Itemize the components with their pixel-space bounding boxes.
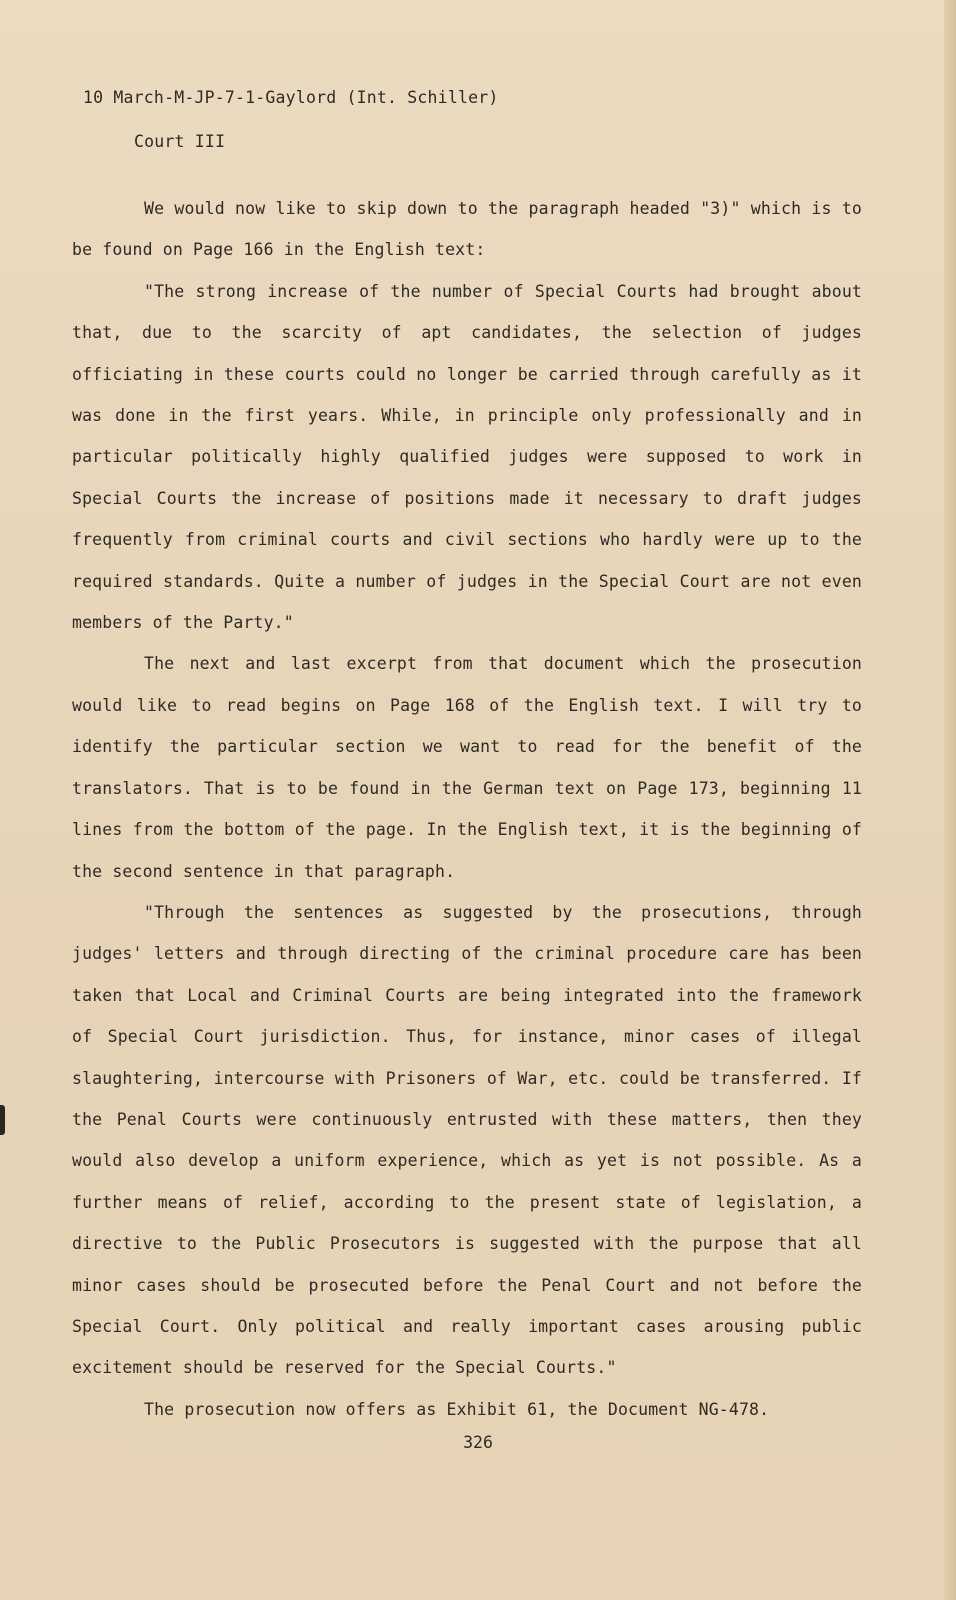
paragraph-exhibit-offer: The prosecution now offers as Exhibit 61, the Document NG-478. xyxy=(144,1399,770,1419)
transcript-header: 10 March-M-JP-7-1-Gaylord (Int. Schiller) xyxy=(83,88,499,107)
transcript-body xyxy=(72,188,862,1430)
page-edge xyxy=(944,0,956,1600)
page-number: 326 xyxy=(463,1433,493,1452)
court-label: Court III xyxy=(134,132,226,151)
paragraph-next-excerpt: The next and last excerpt from that document which the prosecution would like to read begins on Page 168 of the English text. I will try to identify the particular section we want to read for the benefit of the translators. That is to be found in the German text on Page 173, beginning 11 lines from the bottom of the page. In the English text, it is the beginning of the second sentence in that paragraph. xyxy=(72,654,862,881)
paragraph-intro: We would now like to skip down to the paragraph headed "3)" which is to be found on Page 166 in the English text: xyxy=(72,199,862,260)
paragraph-quote-special-courts: "The strong increase of the number of Special Courts had brought about that, due to the scarcity of apt candidates, the selection of judges officiating in these courts could no longer be carried through carefully as it was done in the first years. While, in principle only professionally and in particular politically highly qualified judges were supposed to work in Special Courts the increase of positions made it necessary to draft judges frequently from criminal courts and civil sections who hardly were up to the required standards. Quite a number of judges in the Special Court are not even members of the Party." xyxy=(72,281,862,633)
binding-mark xyxy=(0,1105,5,1135)
paragraph-quote-sentences: "Through the sentences as suggested by the prosecutions, through judges' letters and through directing of the criminal procedure care has been taken that Local and Criminal Courts are being integrated into the framework of Special Court jurisdiction. Thus, for instance, minor cases of illegal slaughtering, intercourse with Prisoners of War, etc. could be transferred. If the Penal Courts were continuously entrusted with these matters, then they would also develop a uniform experience, which as yet is not possible. As a further means of relief, according to the present state of legislation, a directive to the Public Prosecutors is suggested with the purpose that all minor cases should be prosecuted before the Penal Court and not before the Special Court. Only political and really important cases arousing public excitement should be reserved for the Special Courts." xyxy=(72,902,862,1378)
